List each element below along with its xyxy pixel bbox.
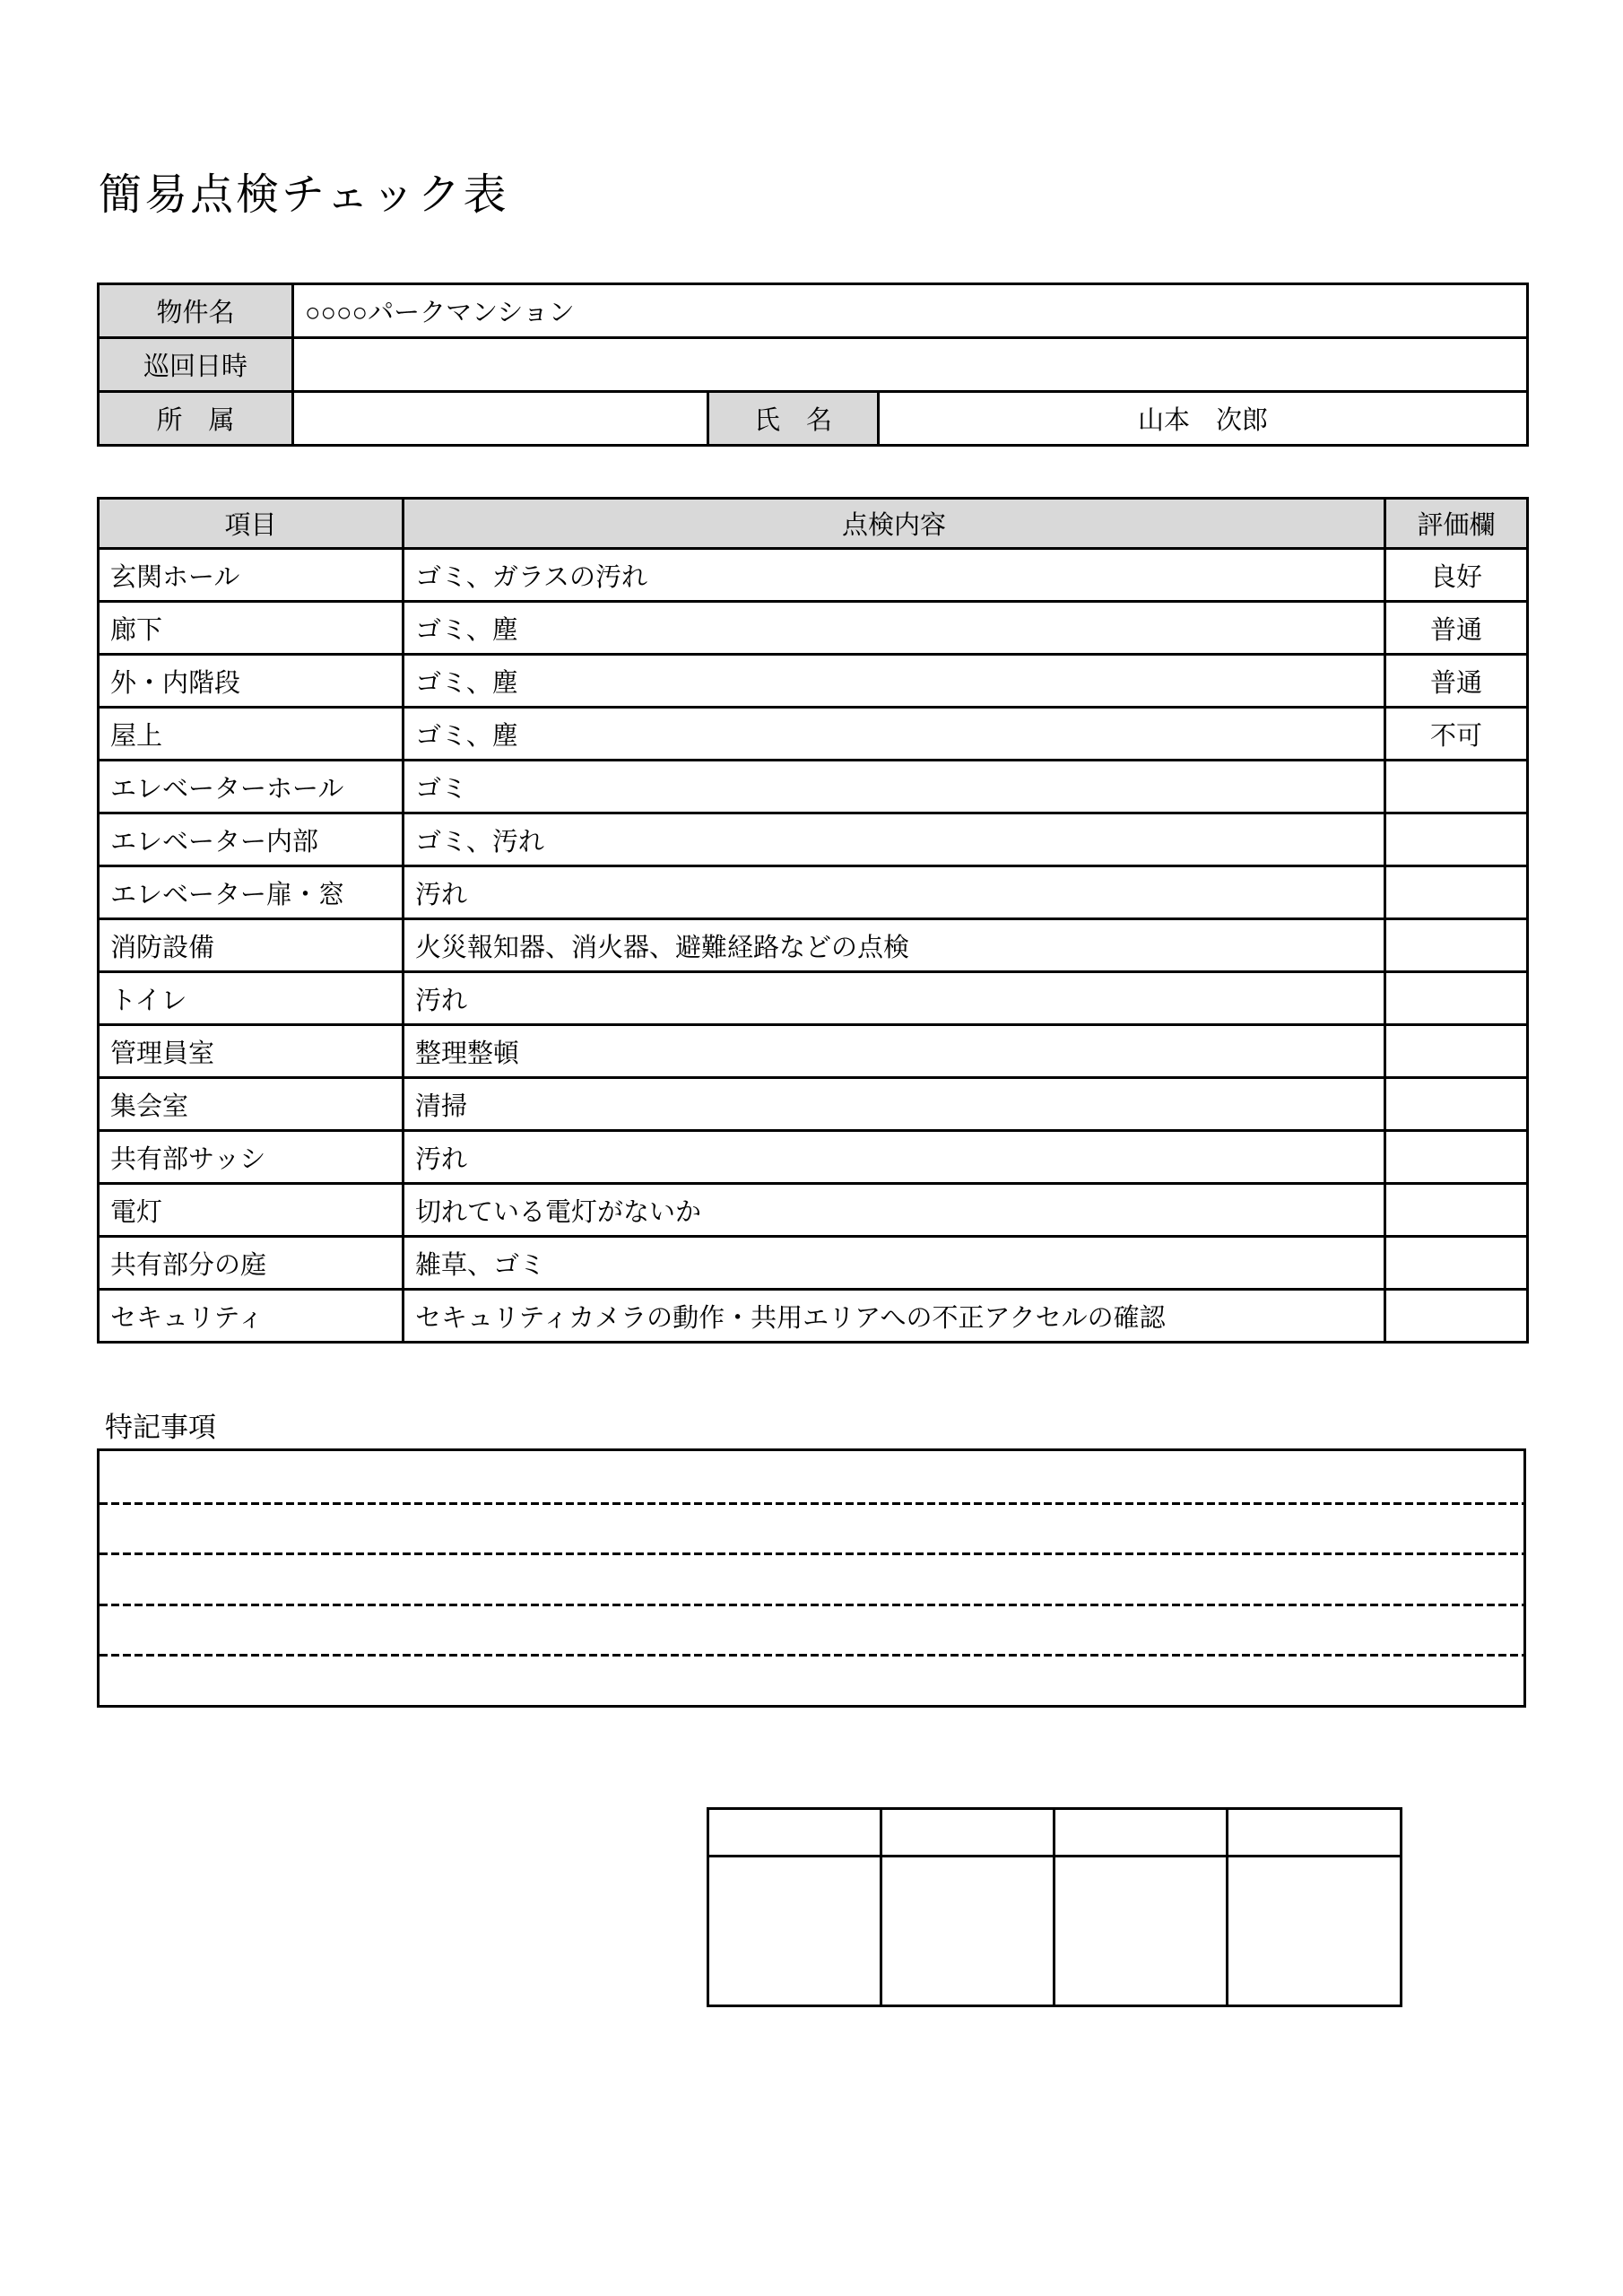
evaluation-cell [1385, 1290, 1528, 1343]
patrol-datetime-label: 巡回日時 [99, 338, 293, 392]
content-cell: 切れている電灯がないか [404, 1184, 1385, 1237]
content-cell: 雑草、ゴミ [404, 1237, 1385, 1290]
notes-line [100, 1552, 1523, 1604]
inspection-header-row [99, 499, 1528, 549]
affiliation-value [293, 392, 708, 446]
content-cell: セキュリティカメラの動作・共用エリアへの不正アクセルの確認 [404, 1290, 1385, 1343]
content-cell: 汚れ [404, 972, 1385, 1025]
item-cell: 玄関ホール [99, 549, 404, 602]
stamp-cell [881, 1857, 1055, 2006]
item-cell: 共有部サッシ [99, 1131, 404, 1184]
stamp-cell [1228, 1857, 1402, 2006]
property-name-label: 物件名 [99, 284, 293, 338]
evaluation-cell [1385, 1078, 1528, 1131]
content-cell: 整理整頓 [404, 1025, 1385, 1078]
notes-label: 特記事項 [105, 1412, 216, 1443]
item-cell: 共有部分の庭 [99, 1237, 404, 1290]
table-row [99, 813, 1528, 866]
info-row-property [99, 284, 1528, 338]
item-cell: 電灯 [99, 1184, 404, 1237]
item-cell: トイレ [99, 972, 404, 1025]
item-cell: 外・内階段 [99, 655, 404, 708]
property-name-value: ○○○○パークマンション [293, 284, 1528, 338]
column-header-evaluation: 評価欄 [1385, 499, 1528, 549]
column-header-content: 点検内容 [404, 499, 1385, 549]
evaluation-cell: 普通 [1385, 602, 1528, 655]
table-row [99, 919, 1528, 972]
patrol-datetime-value [293, 338, 1528, 392]
content-cell: 火災報知器、消火器、避難経路などの点検 [404, 919, 1385, 972]
content-cell: 清掃 [404, 1078, 1385, 1131]
stamp-table [707, 1807, 1402, 2007]
info-table [97, 283, 1529, 447]
column-header-item: 項目 [99, 499, 404, 549]
table-row [99, 602, 1528, 655]
notes-line [100, 1451, 1523, 1502]
stamp-cell [708, 1857, 881, 2006]
item-cell: エレベーター扉・窓 [99, 866, 404, 919]
notes-line [100, 1502, 1523, 1553]
table-row [99, 1131, 1528, 1184]
stamp-cell [1228, 1809, 1402, 1857]
evaluation-cell: 良好 [1385, 549, 1528, 602]
info-row-datetime [99, 338, 1528, 392]
table-row [99, 1184, 1528, 1237]
evaluation-cell [1385, 1131, 1528, 1184]
content-cell: ゴミ、汚れ [404, 813, 1385, 866]
stamp-cell [1055, 1857, 1228, 2006]
evaluation-cell [1385, 813, 1528, 866]
item-cell: エレベーターホール [99, 761, 404, 813]
table-row [99, 1078, 1528, 1131]
content-cell: ゴミ、塵 [404, 708, 1385, 761]
stamp-cell [881, 1809, 1055, 1857]
table-row [99, 1290, 1528, 1343]
stamp-cell [1055, 1809, 1228, 1857]
inspection-table [97, 497, 1529, 1344]
page-title: 簡易点検チェック表 [99, 171, 509, 219]
content-cell: ゴミ、ガラスの汚れ [404, 549, 1385, 602]
table-row [99, 866, 1528, 919]
item-cell: 管理員室 [99, 1025, 404, 1078]
notes-box [97, 1448, 1526, 1708]
item-cell: 消防設備 [99, 919, 404, 972]
evaluation-cell: 普通 [1385, 655, 1528, 708]
affiliation-label: 所 属 [99, 392, 293, 446]
content-cell: ゴミ [404, 761, 1385, 813]
content-cell: 汚れ [404, 1131, 1385, 1184]
notes-line [100, 1604, 1523, 1655]
content-cell: ゴミ、塵 [404, 602, 1385, 655]
content-cell: ゴミ、塵 [404, 655, 1385, 708]
evaluation-cell [1385, 1237, 1528, 1290]
item-cell: 廊下 [99, 602, 404, 655]
evaluation-cell [1385, 761, 1528, 813]
item-cell: セキュリティ [99, 1290, 404, 1343]
evaluation-cell [1385, 1184, 1528, 1237]
item-cell: エレベーター内部 [99, 813, 404, 866]
name-label: 氏 名 [708, 392, 879, 446]
content-cell: 汚れ [404, 866, 1385, 919]
info-row-affiliation [99, 392, 1528, 446]
table-row [99, 655, 1528, 708]
notes-line [100, 1654, 1523, 1705]
table-row [99, 549, 1528, 602]
evaluation-cell: 不可 [1385, 708, 1528, 761]
evaluation-cell [1385, 866, 1528, 919]
table-row [99, 1237, 1528, 1290]
table-row [99, 1025, 1528, 1078]
evaluation-cell [1385, 972, 1528, 1025]
name-value: 山本 次郎 [879, 392, 1528, 446]
item-cell: 集会室 [99, 1078, 404, 1131]
evaluation-cell [1385, 919, 1528, 972]
evaluation-cell [1385, 1025, 1528, 1078]
table-row [99, 761, 1528, 813]
item-cell: 屋上 [99, 708, 404, 761]
stamp-body-row [708, 1857, 1402, 2006]
table-row [99, 708, 1528, 761]
stamp-header-row [708, 1809, 1402, 1857]
table-row [99, 972, 1528, 1025]
stamp-cell [708, 1809, 881, 1857]
